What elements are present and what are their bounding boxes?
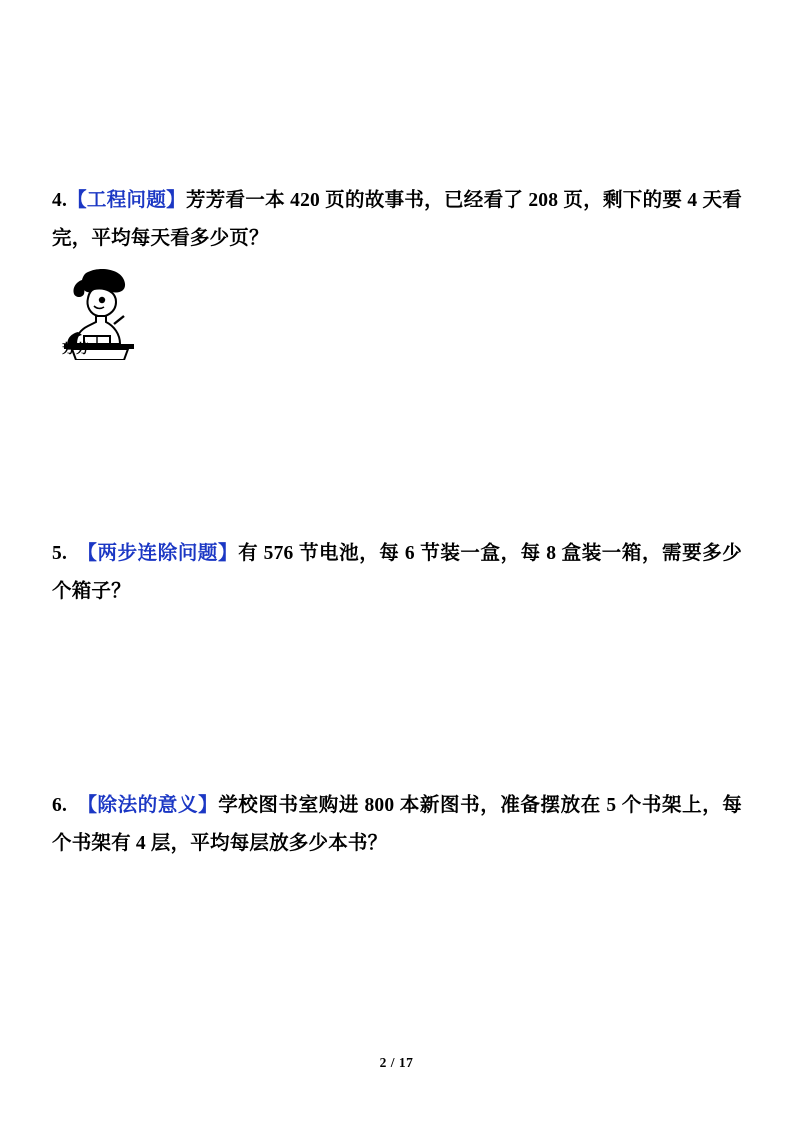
problem-5-tag: 【两步连除问题】 — [77, 543, 239, 564]
problem-5-number: 5. — [52, 543, 68, 564]
problem-item-6 — [52, 787, 742, 863]
problem-6-text: 学校图书室购进 800 本新图书，准备摆放在 5 个书架上，每个书架有 4 层，平均每层放多少本书？ — [52, 795, 743, 854]
problem-item-4 — [52, 182, 742, 258]
problem-4-text: 芳芳看一本 420 页的故事书，已经看了 208 页，剩下的要 4 天看完，平均每天看多少页？ — [52, 190, 743, 249]
problem-6-tag: 【除法的意义】 — [77, 795, 219, 816]
problem-6-number: 6. — [52, 795, 68, 816]
problem-item-5 — [52, 535, 742, 611]
page-number: 2 / 17 — [379, 1055, 414, 1070]
problem-4-tag: 【工程问题】 — [67, 190, 186, 211]
problem-6-line — [52, 787, 742, 863]
problem-5-text: 有 576 节电池，每 6 节装一盒，每 8 盒装一箱，需要多少个箱子？ — [52, 543, 742, 602]
problem-4-line — [52, 182, 742, 258]
figure-caption: 芳芳 — [62, 341, 91, 356]
problem-5-line — [52, 535, 742, 611]
problem-4-number: 4. — [52, 190, 68, 211]
